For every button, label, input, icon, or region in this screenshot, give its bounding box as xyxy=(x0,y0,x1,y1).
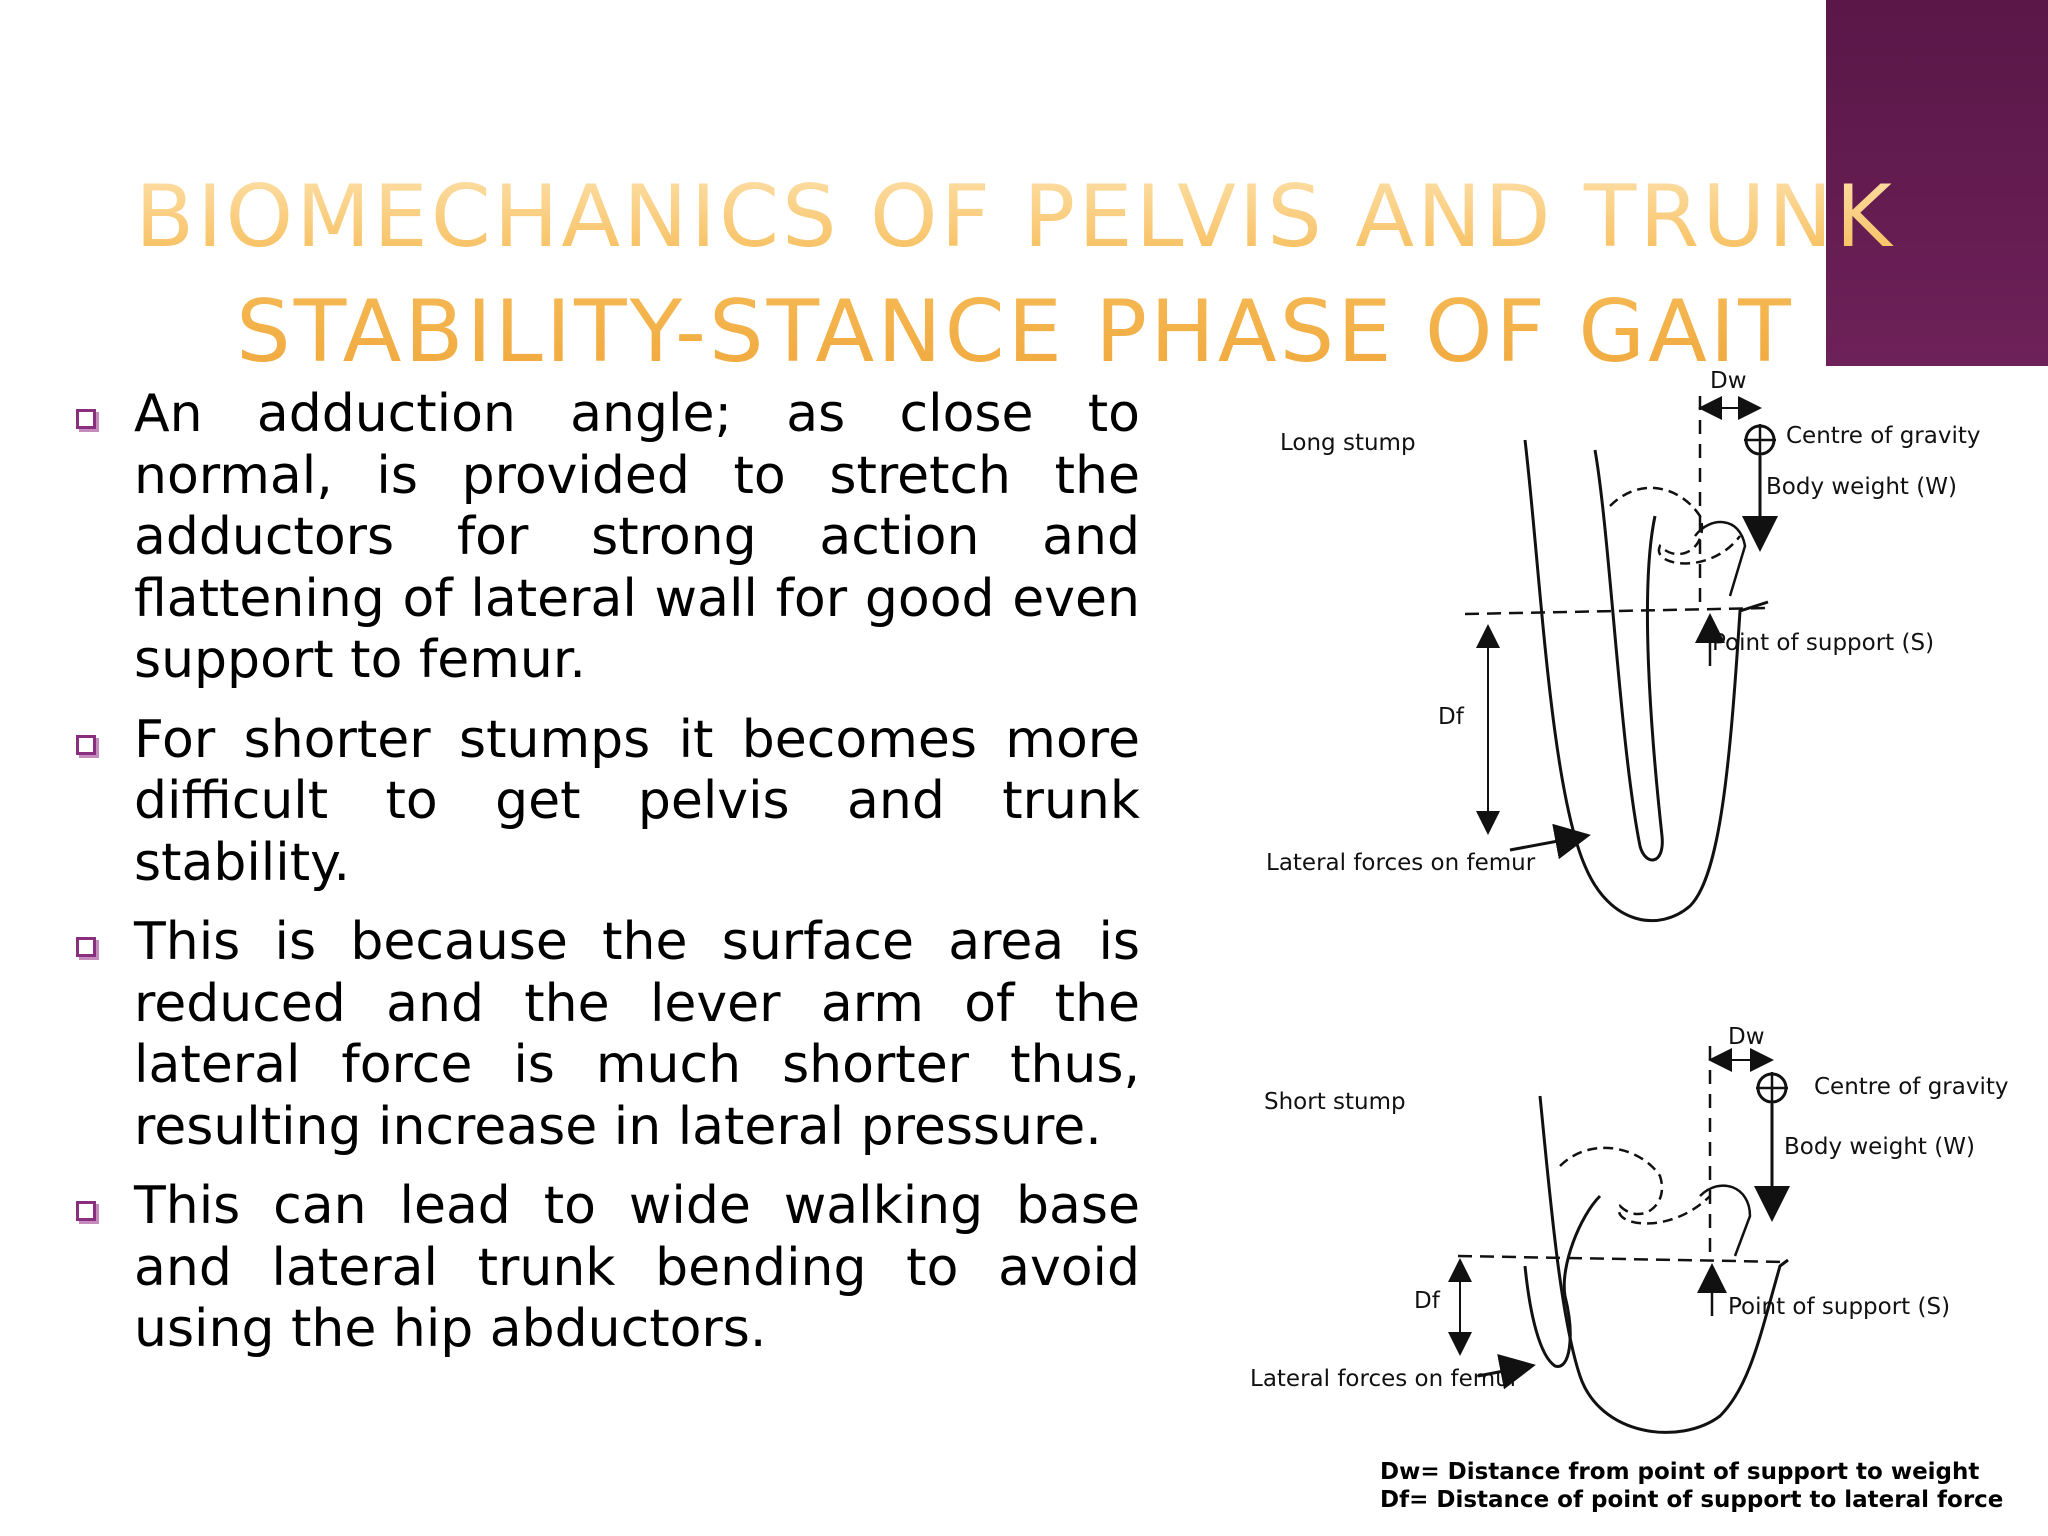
short-stump-diagram xyxy=(1240,1016,2048,1456)
bullet-text: This can lead to wide walking base and lateral trunk bending to avoid using the hip abductors. xyxy=(134,1176,1140,1359)
short-stump-label: Short stump xyxy=(1264,1089,1406,1115)
figure-legend xyxy=(1380,1458,2004,1514)
long-stump-diagram xyxy=(1240,366,2048,956)
dw-label: Dw xyxy=(1728,1024,1765,1050)
short-stump-svg xyxy=(1240,1016,2048,1456)
socket-outline xyxy=(1525,440,1768,921)
bullet-text: This is because the surface area is reduced and the lever arm of the lateral force is much shorter thus, resulting increase in lateral pressure. xyxy=(134,912,1140,1157)
bullet-item xyxy=(70,1176,1140,1361)
df-label: Df xyxy=(1438,704,1464,730)
bullet-list xyxy=(70,384,1140,1379)
body-weight-label: Body weight (W) xyxy=(1784,1134,1975,1160)
femur-shape xyxy=(1525,1196,1600,1366)
body-weight-label: Body weight (W) xyxy=(1766,474,1957,500)
lateral-forces-label: Lateral forces on femur xyxy=(1250,1366,1520,1392)
bullet-text: An adduction angle; as close to normal, is provided to stretch the adductors for strong action and flattening of lateral wall for good even support to femur. xyxy=(134,384,1140,690)
legend-dw: Dw= Distance from point of support to weight xyxy=(1380,1459,1980,1485)
point-of-support-label: Point of support (S) xyxy=(1712,630,1935,656)
checkbox-bullet-icon xyxy=(76,409,96,429)
checkbox-bullet-icon xyxy=(76,937,96,957)
df-label: Df xyxy=(1414,1288,1440,1314)
long-stump-label: Long stump xyxy=(1280,430,1416,456)
pelvis-shape xyxy=(1560,1148,1710,1224)
centre-of-gravity-label: Centre of gravity xyxy=(1814,1074,2009,1100)
pelvis-shape xyxy=(1610,488,1740,564)
centre-of-gravity-label: Centre of gravity xyxy=(1786,423,1981,449)
checkbox-bullet-icon xyxy=(76,735,96,755)
legend-df: Df= Distance of point of support to lateral force xyxy=(1380,1487,2004,1513)
bullet-item xyxy=(70,912,1140,1158)
slide-title xyxy=(120,160,1910,390)
dw-label: Dw xyxy=(1710,368,1747,394)
femur-shape xyxy=(1595,450,1662,860)
socket-outline xyxy=(1540,1096,1788,1432)
title-line-1: BIOMECHANICS OF PELVIS AND TRUNK xyxy=(135,167,1895,267)
lateral-forces-label: Lateral forces on femur xyxy=(1266,850,1536,876)
point-of-support-label: Point of support (S) xyxy=(1728,1294,1951,1320)
checkbox-bullet-icon xyxy=(76,1201,96,1221)
bullet-text: For shorter stumps it becomes more difficult to get pelvis and trunk stability. xyxy=(134,709,1140,893)
bullet-item xyxy=(70,710,1140,895)
bullet-item xyxy=(70,384,1140,692)
long-stump-svg xyxy=(1240,366,2048,956)
title-line-2: STABILITY-STANCE PHASE OF GAIT xyxy=(236,282,1794,382)
